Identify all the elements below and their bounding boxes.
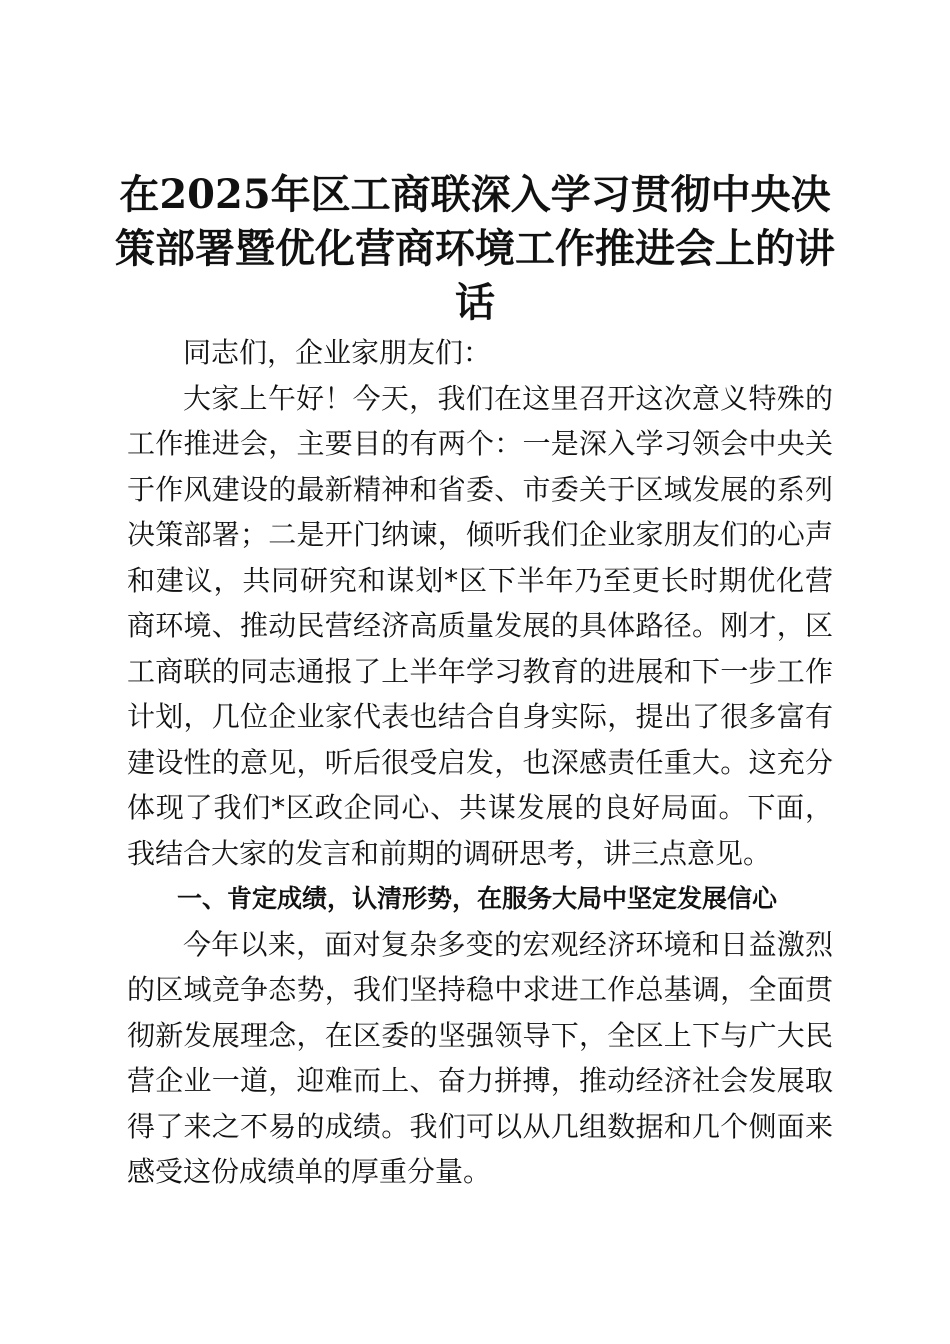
opening-paragraph: 大家上午好！今天，我们在这里召开这次意义特殊的工作推进会，主要目的有两个：一是深入学习领会中央关于作风建设的最新精神和省委、市委关于区域发展的系列决策部署；二是开门纳谏，倾听我们企业家朋友们的心声和建议，共同研究和谋划*区下半年乃至更长时期优化营商环境、推动民营经济高质量发展的具体路径。刚才，区工商联的同志通报了上半年学习教育的进展和下一步工作计划，几位企业家代表也结合自身实际，提出了很多富有建设性的意见，听后很受启发，也深感责任重大。这充分体现了我们*区政企同心、共谋发展的良好局面。下面，我结合大家的发言和前期的调研思考，讲三点意见。 — [127, 381, 833, 870]
section-heading: 一、肯定成绩，认清形势，在服务大局中坚定发展信心 — [177, 884, 778, 913]
document-title: 在2025年区工商联深入学习贯彻中央决策部署暨优化营商环境工作推进会上的讲话 — [115, 171, 835, 326]
document-body — [127, 330, 833, 1195]
body-paragraph: 今年以来，面对复杂多变的宏观经济环境和日益激烈的区域竞争态势，我们坚持稳中求进工作总基调，全面贯彻新发展理念，在区委的坚强领导下，全区上下与广大民营企业一道，迎难而上、奋力拼搏，推动经济社会发展取得了来之不易的成绩。我们可以从几组数据和几个侧面来感受这份成绩单的厚重分量。 — [127, 927, 833, 1188]
greeting-paragraph: 同志们，企业家朋友们： — [183, 336, 492, 369]
